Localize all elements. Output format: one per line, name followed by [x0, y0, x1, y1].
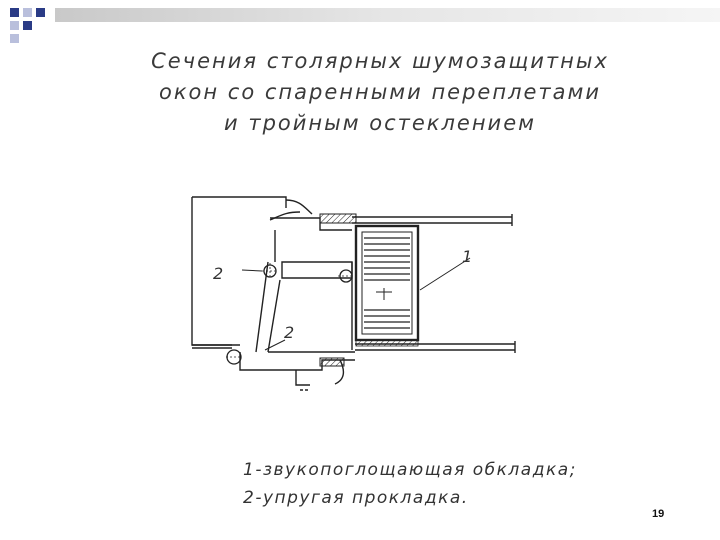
bottom-tab	[296, 370, 310, 385]
callout-2-upper: 2	[213, 264, 224, 283]
title-line-1: Сечения столярных шумозащитных	[151, 49, 609, 73]
middle-frame	[268, 262, 355, 352]
upper-sash	[270, 218, 352, 262]
callout-2-lower: 2	[284, 323, 295, 342]
deco-square-dark-3	[23, 21, 32, 30]
deco-square-light-3	[10, 34, 19, 43]
deco-square-light-2	[10, 21, 19, 30]
legend	[243, 456, 577, 512]
header-stripe	[55, 8, 720, 22]
window-section-drawing	[160, 180, 560, 400]
legend-item-1: 1-звукопоглощающая обкладка;	[243, 460, 577, 480]
jamb-line-2	[268, 280, 280, 352]
inner-frame	[282, 262, 352, 278]
slide-title	[130, 46, 630, 139]
leader-2-upper	[242, 270, 262, 271]
sound-absorbing-lining	[356, 226, 418, 340]
page-number: 19	[652, 508, 665, 520]
title-line-3: и тройным остеклением	[224, 111, 536, 135]
top-gasket	[320, 214, 356, 223]
title-line-2: окон со спаренными переплетами	[158, 80, 602, 104]
callout-1: 1	[462, 247, 473, 266]
bottom-gasket	[320, 358, 344, 366]
header-decoration	[0, 0, 720, 50]
sill-line	[192, 345, 232, 348]
legend-item-2: 2-упругая прокладка.	[243, 488, 469, 508]
deco-square-light-1	[23, 8, 32, 17]
deco-square-dark-2	[36, 8, 45, 17]
elastic-gaskets	[227, 265, 352, 364]
top-glass-rail	[352, 217, 512, 223]
leader-2-lower	[265, 340, 285, 350]
hood-curve	[270, 200, 312, 220]
deco-square-dark-1	[10, 8, 19, 17]
